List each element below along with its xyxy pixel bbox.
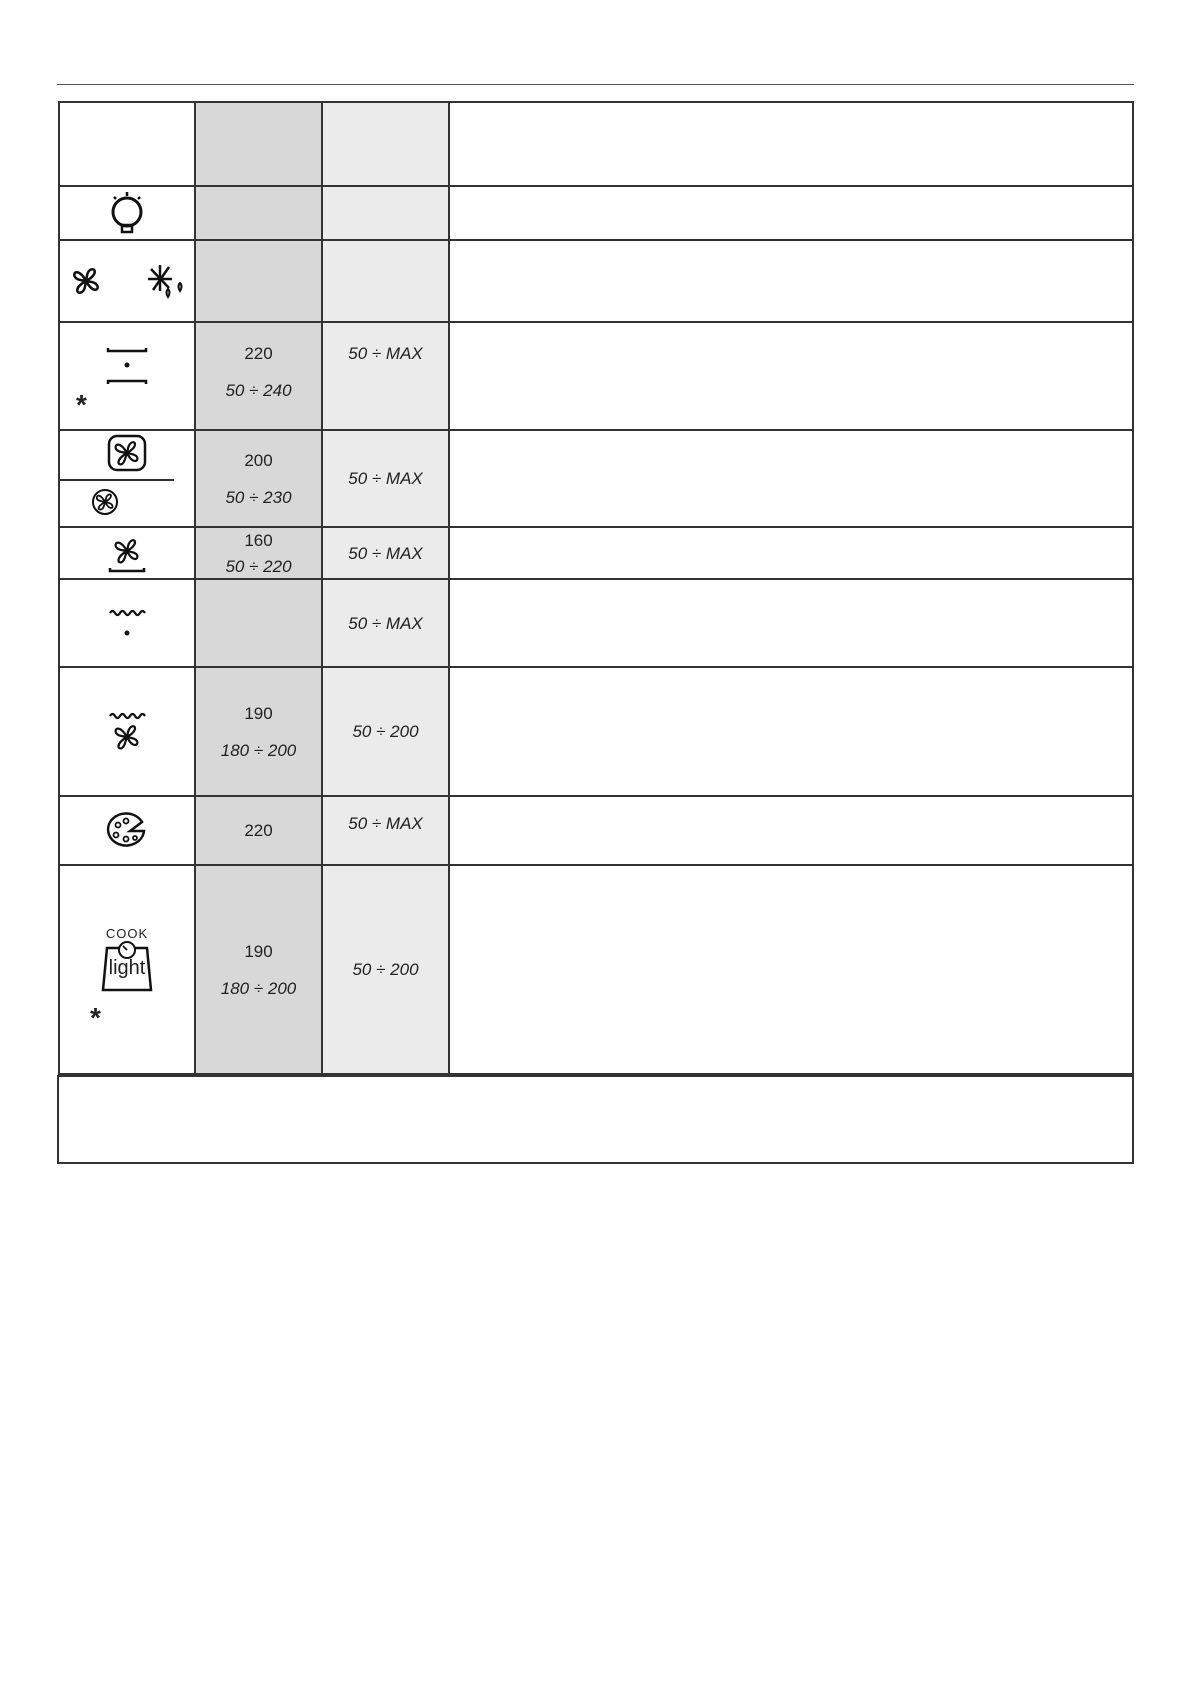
power-range: 50 ÷ 200	[352, 960, 419, 979]
default-temp: 190	[244, 941, 273, 961]
power-range: 50 ÷ MAX	[348, 469, 423, 488]
icon-divider	[60, 479, 174, 481]
cook-light-label-bottom: light	[108, 957, 146, 979]
grill-icon	[106, 605, 148, 641]
description-cell	[449, 579, 1133, 667]
fan-icon	[69, 264, 103, 298]
temp-range-cell	[322, 240, 449, 322]
asterisk-mark: *	[90, 1002, 101, 1033]
footnote-box	[57, 1075, 1134, 1164]
temp-range: 50 ÷ 240	[225, 381, 292, 400]
default-temp-cell	[195, 579, 322, 667]
header-cell-default-temp	[195, 102, 322, 186]
temp-range: 50 ÷ 220	[225, 556, 292, 576]
temp-range: 180 ÷ 200	[220, 740, 297, 760]
table-row	[59, 322, 1133, 430]
function-icon-cell	[59, 579, 195, 667]
power-range: 50 ÷ MAX	[348, 814, 423, 833]
function-icon-cell	[59, 430, 195, 527]
description-cell	[449, 865, 1133, 1074]
top-bottom-heat-icon	[104, 344, 150, 388]
function-icon-cell	[59, 322, 195, 430]
asterisk-mark: *	[76, 389, 87, 420]
power-range-cell	[322, 796, 449, 865]
table-header-row	[59, 102, 1133, 186]
default-temp-cell	[195, 240, 322, 322]
function-icon-cell	[59, 667, 195, 796]
power-range: 50 ÷ 200	[352, 722, 419, 741]
fan-bottom-heat-icon	[106, 532, 148, 574]
power-range-cell	[322, 579, 449, 667]
oven-functions-table	[58, 101, 1134, 1075]
table-row	[59, 430, 1133, 527]
default-temp: 200	[244, 450, 273, 470]
pizza-icon	[104, 811, 150, 851]
temp-range-cell	[322, 186, 449, 240]
power-range-cell	[322, 430, 449, 527]
table-row	[59, 240, 1133, 322]
default-temp-cell	[195, 796, 322, 865]
default-temp: 220	[244, 821, 273, 840]
power-range: 50 ÷ MAX	[348, 613, 423, 633]
default-temp: 190	[244, 703, 273, 723]
function-icon-cell	[59, 796, 195, 865]
fan-grill-icon	[106, 710, 148, 754]
description-cell	[449, 796, 1133, 865]
table-row	[59, 796, 1133, 865]
header-cell-temp-range	[322, 102, 449, 186]
power-range-cell	[322, 667, 449, 796]
table-row	[59, 667, 1133, 796]
power-range-cell	[322, 865, 449, 1074]
temp-range: 180 ÷ 200	[220, 978, 297, 998]
description-cell	[449, 527, 1133, 579]
power-range-cell	[322, 322, 449, 430]
description-cell	[449, 240, 1133, 322]
description-cell	[449, 667, 1133, 796]
description-cell	[449, 430, 1133, 527]
top-rule	[57, 84, 1134, 85]
cook-light-icon	[99, 927, 155, 992]
cook-light-label-top: COOK	[105, 926, 149, 941]
power-range: 50 ÷ MAX	[348, 344, 423, 363]
description-cell	[449, 322, 1133, 430]
default-temp-cell	[195, 322, 322, 430]
default-temp-cell	[195, 527, 322, 579]
lamp-icon	[105, 190, 149, 236]
table-row	[59, 579, 1133, 667]
header-cell-description	[449, 102, 1133, 186]
function-icon-cell	[59, 186, 195, 240]
table-row	[59, 527, 1133, 579]
temp-range: 50 ÷ 230	[225, 487, 292, 507]
power-range: 50 ÷ MAX	[348, 543, 423, 563]
table-row	[59, 186, 1133, 240]
default-temp-cell	[195, 186, 322, 240]
default-temp-cell	[195, 667, 322, 796]
default-temp-cell	[195, 430, 322, 527]
table-row	[59, 865, 1133, 1074]
header-cell-function	[59, 102, 195, 186]
default-temp: 220	[244, 344, 273, 363]
description-cell	[449, 186, 1133, 240]
function-icon-cell	[59, 865, 195, 1074]
fan-ring-heat-icon	[104, 433, 150, 473]
function-icon-cell	[59, 527, 195, 579]
circulaire-fan-icon	[90, 487, 120, 517]
defrost-icon	[144, 261, 186, 301]
default-temp-cell	[195, 865, 322, 1074]
default-temp: 160	[244, 530, 273, 550]
power-range-cell	[322, 527, 449, 579]
function-icon-cell	[59, 240, 195, 322]
